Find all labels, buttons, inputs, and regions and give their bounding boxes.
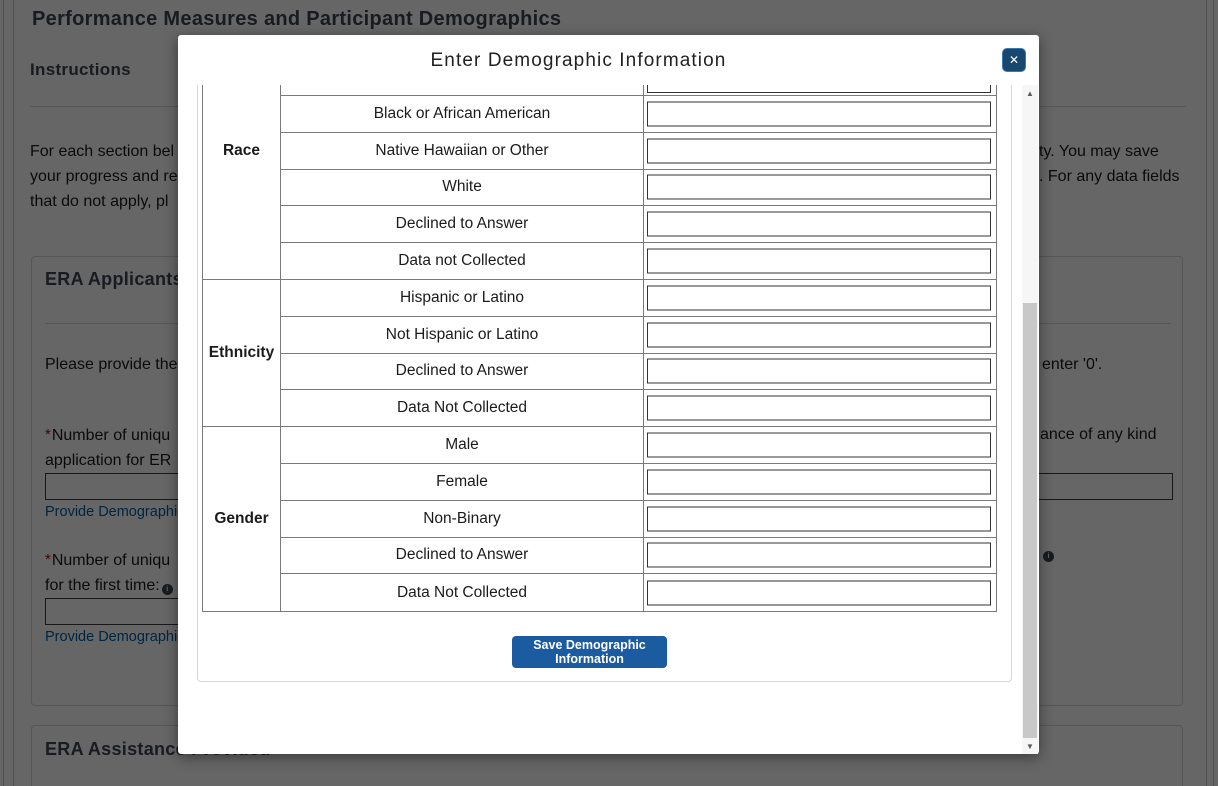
table-row (281, 354, 996, 391)
row-label: Declined to Answer (281, 206, 644, 242)
demographic-modal (178, 35, 1039, 754)
scroll-thumb[interactable] (1023, 303, 1037, 738)
row-input-cell (644, 170, 996, 206)
female-input[interactable] (647, 469, 991, 494)
row-label: Male (281, 427, 644, 463)
data-not-collected-input[interactable] (647, 249, 991, 274)
row-input-cell (644, 427, 996, 463)
table-row (281, 427, 996, 464)
data-not-collected-input[interactable] (647, 580, 991, 605)
modal-content-panel (197, 85, 1012, 682)
scroll-up-button[interactable] (1022, 85, 1038, 101)
table-row (281, 501, 996, 538)
modal-title: Enter Demographic Information (430, 50, 727, 71)
table-row (281, 96, 996, 133)
row-label: Native Hawaiian or Other (281, 133, 644, 169)
row-input-cell (644, 464, 996, 500)
hidden-row-input[interactable] (647, 85, 991, 93)
non-binary-input[interactable] (647, 506, 991, 531)
close-button[interactable] (1002, 48, 1026, 72)
category-cell-race: Race (203, 85, 281, 280)
native-hawaiian-or-other-input[interactable] (647, 138, 991, 163)
row-input-cell (644, 390, 996, 426)
table-row (281, 390, 996, 427)
row-input-cell (644, 85, 996, 95)
white-input[interactable] (647, 175, 991, 200)
row-input-cell (644, 96, 996, 132)
table-row (281, 85, 996, 96)
save-demographic-button[interactable]: Save Demographic Information (512, 636, 667, 668)
declined-to-answer-input[interactable] (647, 359, 991, 384)
row-input-cell (644, 133, 996, 169)
modal-scrollbar[interactable] (1022, 85, 1038, 754)
row-input-cell (644, 501, 996, 537)
scroll-down-icon: ▼ (1026, 741, 1034, 751)
row-label: White (281, 170, 644, 206)
row-label: Data not Collected (281, 243, 644, 279)
row-label (281, 85, 644, 95)
not-hispanic-or-latino-input[interactable] (647, 322, 991, 347)
row-input-cell (644, 317, 996, 353)
table-row (281, 133, 996, 170)
row-label: Non-Binary (281, 501, 644, 537)
data-not-collected-input[interactable] (647, 396, 991, 421)
table-row (281, 280, 996, 317)
row-input-cell (644, 280, 996, 316)
declined-to-answer-input[interactable] (647, 212, 991, 237)
row-label: Hispanic or Latino (281, 280, 644, 316)
row-input-cell (644, 354, 996, 390)
close-icon: ✕ (1008, 53, 1020, 67)
scroll-down-button[interactable] (1022, 738, 1038, 754)
table-row (281, 243, 996, 280)
category-cell-ethnicity: Ethnicity (203, 280, 281, 427)
row-label: Female (281, 464, 644, 500)
row-input-cell (644, 206, 996, 242)
table-row (281, 464, 996, 501)
male-input[interactable] (647, 433, 991, 458)
scroll-up-icon: ▲ (1026, 88, 1034, 98)
row-input-cell (644, 574, 996, 611)
row-label: Declined to Answer (281, 354, 644, 390)
row-input-cell (644, 538, 996, 574)
row-label: Black or African American (281, 96, 644, 132)
table-row (281, 538, 996, 575)
black-or-african-american-input[interactable] (647, 101, 991, 126)
row-label: Data Not Collected (281, 574, 644, 611)
row-label: Not Hispanic or Latino (281, 317, 644, 353)
table-row (281, 574, 996, 611)
table-row (281, 317, 996, 354)
table-row (281, 206, 996, 243)
table-row (281, 170, 996, 207)
row-label: Data Not Collected (281, 390, 644, 426)
declined-to-answer-input[interactable] (647, 543, 991, 568)
row-input-cell (644, 243, 996, 279)
row-label: Declined to Answer (281, 538, 644, 574)
category-cell-gender: Gender (203, 427, 281, 611)
hispanic-or-latino-input[interactable] (647, 285, 991, 310)
demographics-table (202, 85, 997, 612)
